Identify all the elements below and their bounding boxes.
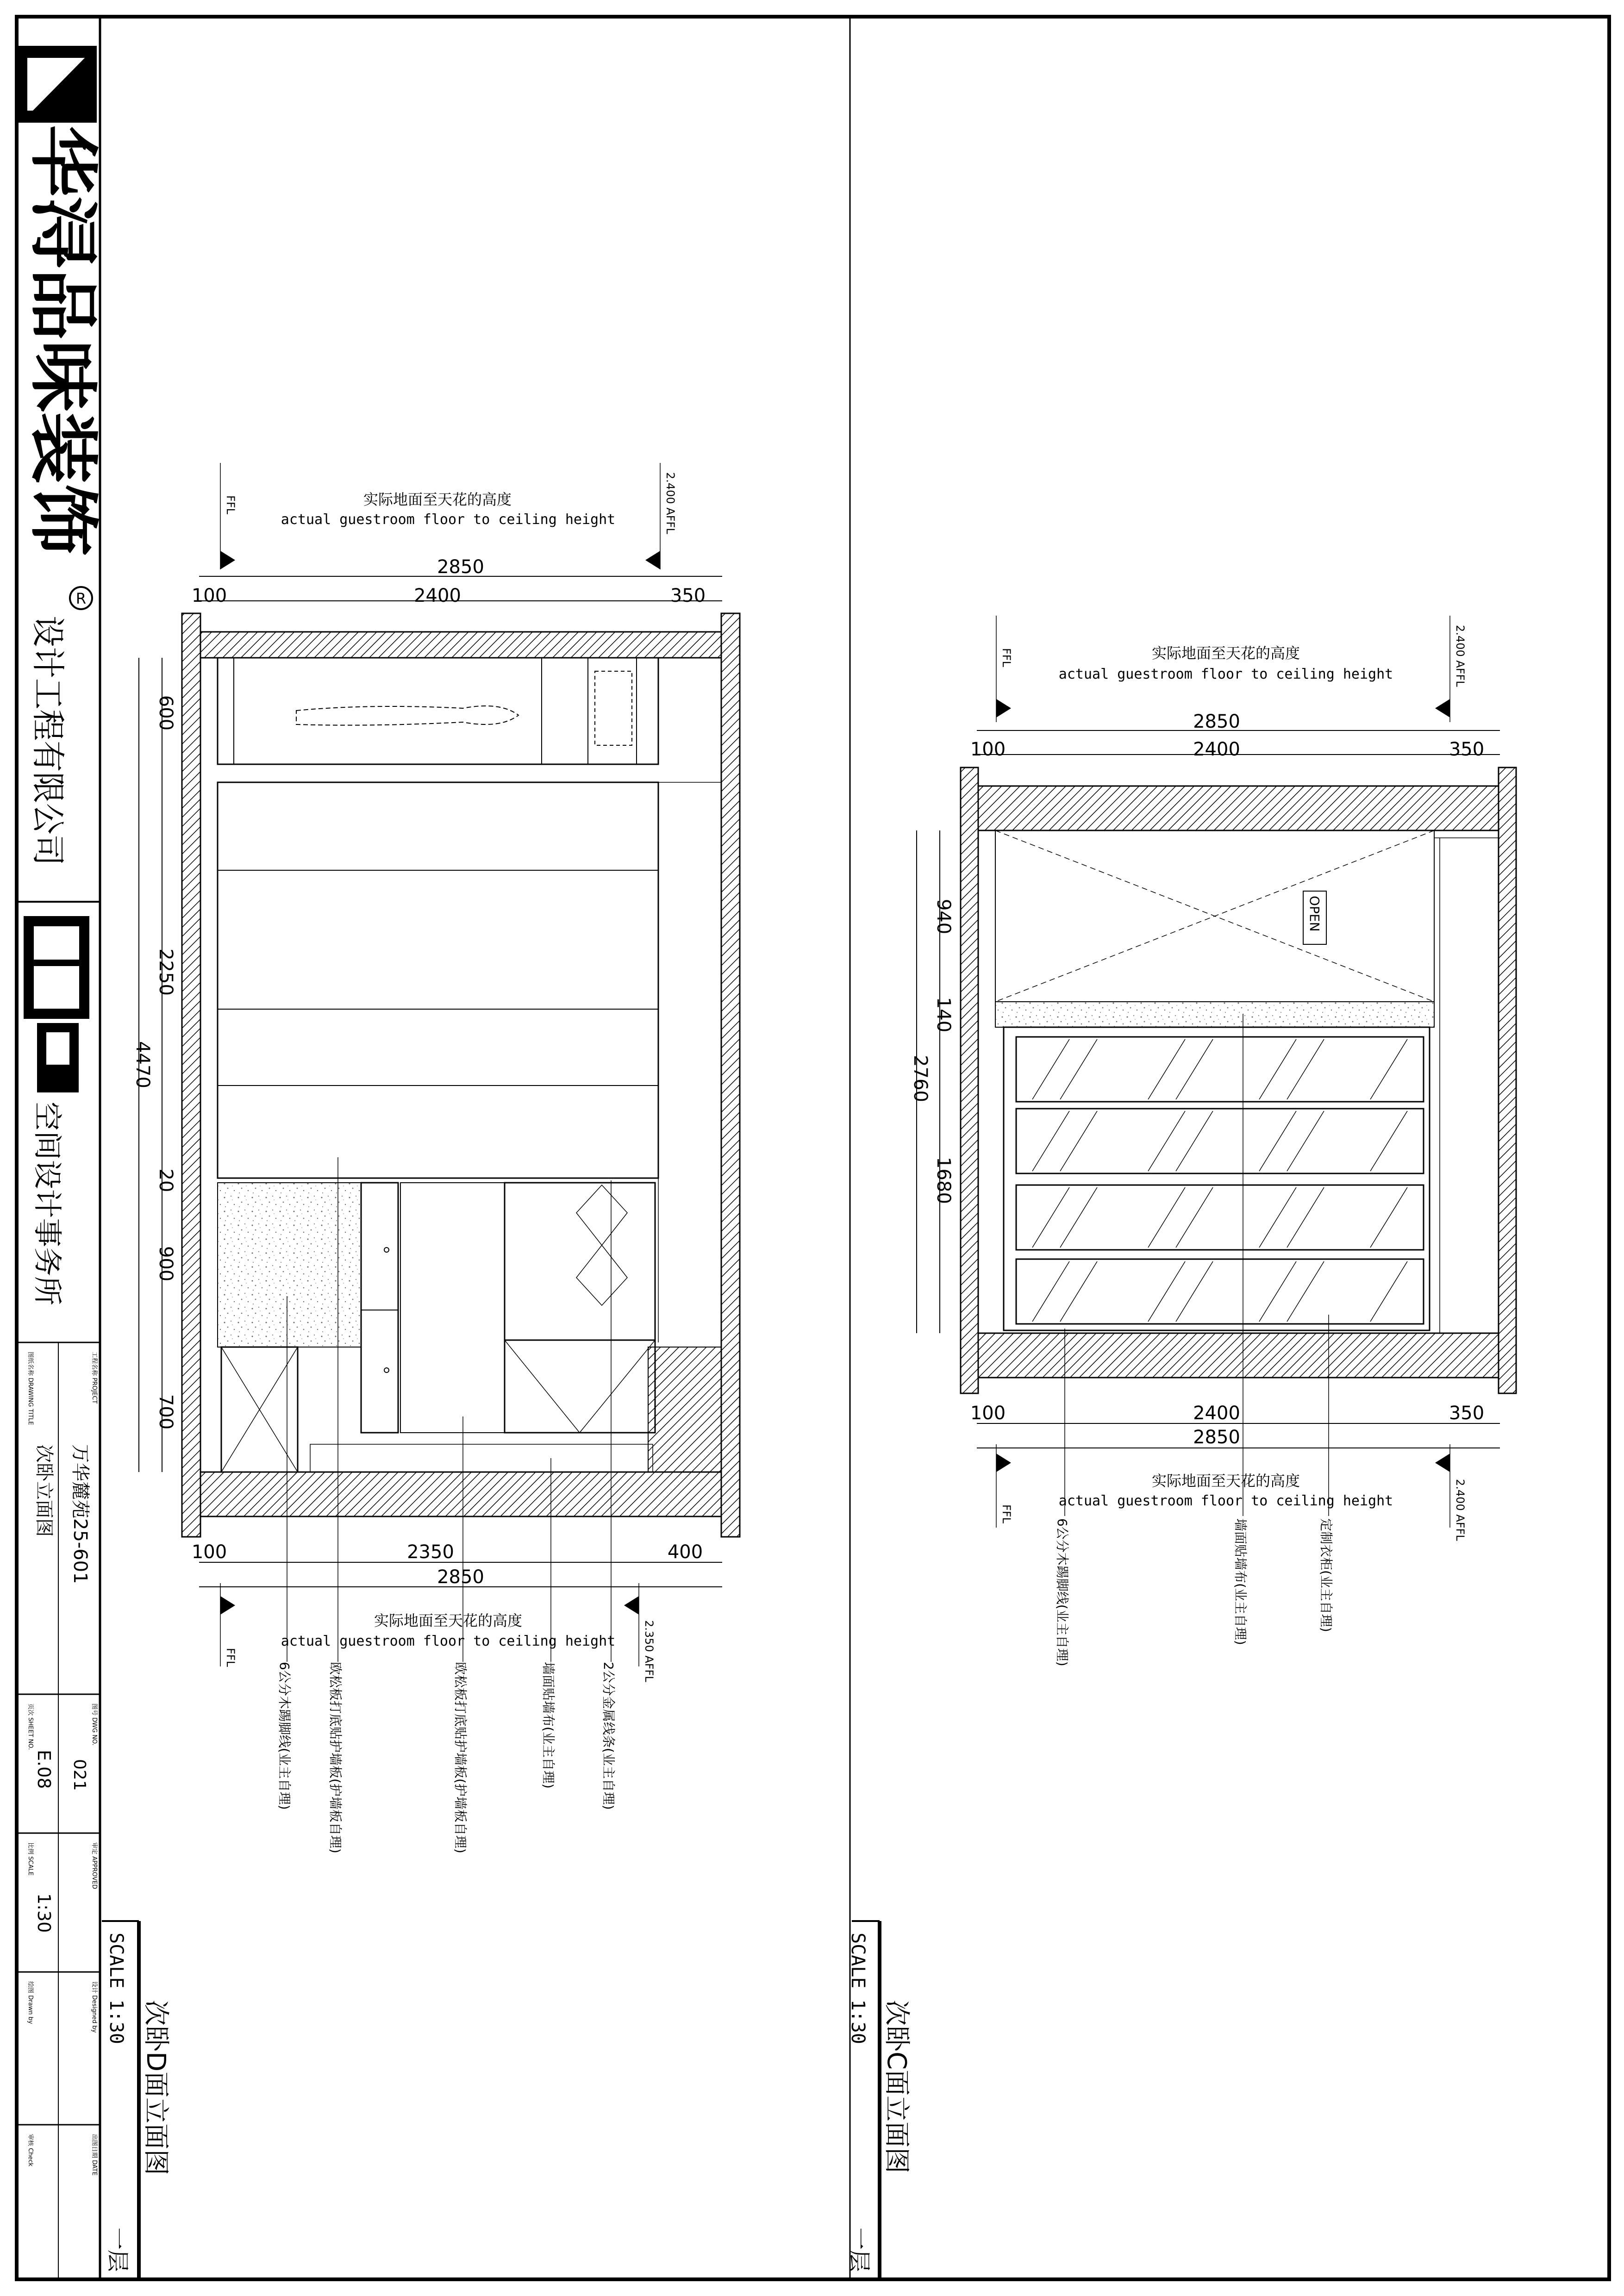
studio-logo-icon xyxy=(29,921,84,1014)
elevation-c-floor: 一层 xyxy=(846,2227,872,2272)
ffl-label-c-bottom: FFL xyxy=(1000,1504,1013,1523)
label-drawing-title: 图纸名称 DRAWING TITLE xyxy=(27,1352,34,1425)
left-wall xyxy=(182,613,200,1537)
note-c-3: 定制衣柜(业主自理) xyxy=(1318,1518,1334,1632)
label-designed: 设计 Designed by xyxy=(91,1981,98,2033)
sheet-no: E.08 xyxy=(34,1750,54,1789)
dim-top-left: 100 xyxy=(191,585,227,606)
label-scale: 比例 SCALE xyxy=(27,1842,34,1876)
dim-2760: 2760 xyxy=(910,1055,931,1102)
drawing-no: 021 xyxy=(70,1759,89,1791)
note-d-3: 欧松板打底贴护墙板(护墙板自理) xyxy=(453,1662,468,1853)
dim-4470: 4470 xyxy=(132,1041,153,1088)
dim-700: 700 xyxy=(155,1394,176,1430)
afl-label-bottom: 2.350 AFFL xyxy=(643,1620,656,1682)
floor-slab xyxy=(200,1472,721,1516)
company-name xyxy=(22,125,103,555)
dim-bottom-middle: 2350 xyxy=(407,1541,454,1563)
registered-mark: R xyxy=(75,590,87,607)
dim-c-bottom-overall: 2850 xyxy=(1193,1427,1240,1448)
label-date: 出图日期 DATE xyxy=(91,2134,98,2176)
dim-top-right: 350 xyxy=(670,585,706,606)
drawing-title: 次卧立面图 xyxy=(33,1444,55,1537)
dim-top-overall: 2850 xyxy=(437,556,484,578)
dim-top-middle: 2400 xyxy=(414,585,461,606)
svg-text:空间设计事务所: 空间设计事务所 xyxy=(30,1102,64,1303)
elevation-c-scale: SCALE 1:30 xyxy=(847,1933,868,2044)
right-wall xyxy=(721,613,740,1537)
label-drawn: 绘图 Drawn by xyxy=(27,1981,34,2024)
dim-c-bottom-left: 100 xyxy=(970,1403,1006,1424)
label-approved: 审定 APPROVED xyxy=(91,1842,98,1889)
ceiling-note-cn-c-bottom: 实际地面至天花的高度 xyxy=(1151,1472,1300,1490)
ceiling-note-en-c-bottom: actual guestroom floor to ceiling height xyxy=(1058,1493,1393,1509)
dim-140: 140 xyxy=(933,997,954,1033)
ffl-label-c: FFL xyxy=(1000,648,1013,667)
note-d-2: 欧松板打底贴护墙板(护墙板自理) xyxy=(328,1662,343,1853)
ceiling-slab xyxy=(200,632,721,658)
note-c-2: 墙面贴墙布(业主自理) xyxy=(1233,1518,1248,1645)
dim-c-bottom-middle: 2400 xyxy=(1193,1403,1240,1424)
ceiling-note-en: actual guestroom floor to ceiling height xyxy=(281,512,616,528)
dim-2250: 2250 xyxy=(155,948,176,996)
label-sheet-no: 页次 SHEET NO. xyxy=(27,1703,34,1750)
elevation-d-title: 次卧D面立面图 xyxy=(141,2000,171,2176)
left-wall-c xyxy=(961,767,978,1393)
dim-c-top-overall: 2850 xyxy=(1193,711,1240,732)
title-block xyxy=(17,52,103,2279)
elevation-c-title: 次卧C面立面图 xyxy=(881,2000,912,2174)
dim-c-top-right: 350 xyxy=(1449,739,1485,760)
floor-slab-c xyxy=(978,1333,1499,1378)
elevation-d xyxy=(102,463,740,2279)
dim-bottom-left: 100 xyxy=(191,1541,227,1563)
afl-label-c: 2.400 AFFL xyxy=(1454,625,1467,687)
project-name: 万华麓苑25-601 xyxy=(69,1444,91,1584)
studio-name xyxy=(31,1102,64,1305)
dim-bottom-right: 400 xyxy=(667,1541,703,1563)
note-c-1: 6公分木踢脚线(业主自理) xyxy=(1055,1518,1070,1666)
afl-label: 2.400 AFFL xyxy=(664,472,677,534)
afl-label-c-bottom: 2.400 AFFL xyxy=(1454,1479,1467,1541)
dim-940: 940 xyxy=(933,898,954,935)
label-drawing-no: 图号 DWG NO. xyxy=(91,1703,98,1746)
elevation-d-scale: SCALE 1:30 xyxy=(106,1933,127,2044)
wardrobe xyxy=(1004,1027,1430,1330)
svg-text:华浔品味装饰: 华浔品味装饰 xyxy=(22,125,103,542)
right-wall-c xyxy=(1499,767,1516,1393)
ceiling-note-en-bottom: actual guestroom floor to ceiling height xyxy=(281,1633,616,1649)
dim-c-top-left: 100 xyxy=(970,739,1006,760)
slat-panel xyxy=(400,1183,505,1433)
elevation-d-floor: 一层 xyxy=(105,2227,131,2272)
label-project: 工程名称 PROJECT xyxy=(91,1352,98,1404)
svg-text:设计工程有限公司: 设计工程有限公司 xyxy=(28,616,68,883)
dim-bottom-overall: 2850 xyxy=(437,1566,484,1588)
company-sub xyxy=(28,616,68,883)
ffl-label: FFL xyxy=(224,495,237,514)
dim-c-top-middle: 2400 xyxy=(1193,739,1240,760)
sheet-border xyxy=(17,17,1609,2279)
note-d-4: 墙面贴墙布(业主自理) xyxy=(541,1662,556,1789)
dim-20: 20 xyxy=(155,1168,176,1192)
ffl-label-bottom: FFL xyxy=(224,1648,237,1667)
dim-600: 600 xyxy=(155,695,176,731)
ceiling-note-cn-c: 实际地面至天花的高度 xyxy=(1151,644,1300,662)
dim-c-bottom-right: 350 xyxy=(1449,1403,1485,1424)
ceiling-note-cn-bottom: 实际地面至天花的高度 xyxy=(374,1612,523,1629)
note-d-1: 6公分木踢脚线(业主自理) xyxy=(277,1662,292,1810)
note-d-5: 2公分金属线条(业主自理) xyxy=(601,1662,616,1810)
ceiling-slab-c xyxy=(978,786,1499,830)
elevation-c xyxy=(846,616,1516,2279)
label-check: 审核 Check xyxy=(27,2134,34,2167)
dim-900: 900 xyxy=(155,1246,176,1282)
ceiling-note-en-c: actual guestroom floor to ceiling height xyxy=(1058,666,1393,682)
scale-value: 1:30 xyxy=(34,1893,54,1933)
open-label: OPEN xyxy=(1307,896,1322,932)
ceiling-note-cn: 实际地面至天花的高度 xyxy=(363,491,512,508)
dim-1680: 1680 xyxy=(933,1157,954,1204)
